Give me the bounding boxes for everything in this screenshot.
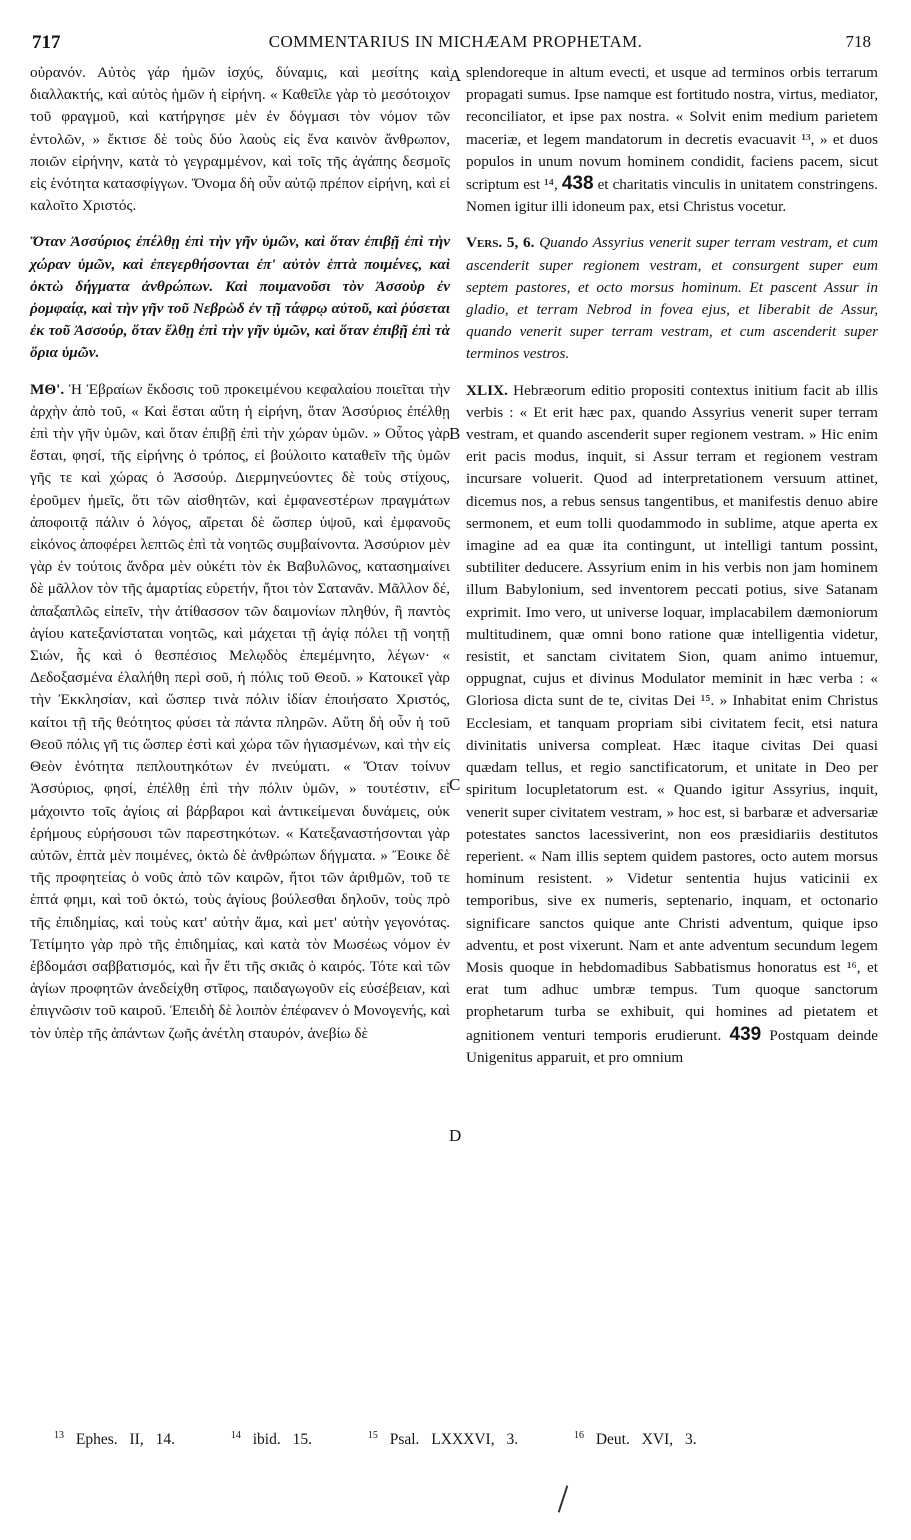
latin-paragraph bbox=[466, 62, 878, 218]
page-header bbox=[0, 10, 911, 53]
greek-verse-text: Ὅταν Ἀσσύριος ἐπέλθῃ ἐπὶ τὴν γῆν ὑμῶν, καὶ ὅταν ἐπιβῇ ἐπὶ τὴν χώραν ὑμῶν, καὶ ἐπεγερθήσονται ἐπ' αὐτὸν ἑπτὰ ποιμένες, καὶ ὀκτὼ δήγματα ἀνθρώπων. Καὶ ποιμανοῦσι τὸν Ἀσσοὺρ ἐν ῥομφαίᾳ, καὶ τὴν γῆν τοῦ Νεβρὼδ ἐν τῇ τάφρῳ αὐτοῦ, καὶ ῥύσεται ἐκ τοῦ Ἀσσούρ, ὅταν ἔλθῃ ἐπὶ τὴν γῆν ὑμῶν, καὶ ὅταν ἐπιβῇ ἐπὶ τὰ ὅρια ὑμῶν. bbox=[30, 233, 450, 362]
greek-column bbox=[30, 62, 450, 1045]
margin-marker-d: D bbox=[449, 1126, 462, 1145]
latin-commentary-text-b: Postquam deinde Unigenitus apparuit, et pro omnium bbox=[466, 1026, 878, 1066]
column-number-438: 438 bbox=[561, 173, 594, 195]
latin-commentary-text-a: Hebræorum editio propositi contextus initium facit ab illis verbis : « Et erit hæc pax, quando Assyrius venerit super terram vestram, et quando ascenderit super regionem vestram. » Hic enim erit pacis modus, inquit, si Assur terram et regionem vestram incursare voluerit. Quod ad interpretationem versuum attinet, dicemus nos, a rebus sensus tangentibus, et manifestis denuo abire sermonem, et eum tolli quodammodo in sublime, atque aperta ex imagine ad ea quæ ita contingunt, ut intelligi tantum possint, subtiliter deducere. Assyrium enim in his verbis non jam hominem illum Babylonium, sed inventorem peccati potius, sive Satanam exprimit. Imo vero, ut universe loquar, implacabilem dæmoniorum multitudinem, quæ omni bono ratione quæ intelligentia videtur, resistit, et sanctam civitatem Sion, quam animo intuemur, oppugnat, cujus et divinus Modulator meminit in hæc verba : « Gloriosa dicta sunt de te, civitas Dei ¹⁵. » Inhabitat enim Christus Ecclesiam, et tanquam propriam sibi civitatem fecit, etsi natura divinitatis universa compleat. Hæc itaque civitas Dei quasi quædam tellus, et regio sanctificatorum, et unitate in Deo per spiritum locupletatorum est. « Quando igitur Assyrius, inquit, venerit super civitatem vestram, » hoc est, si barbaræ et adversariæ potestates sanctos lacessiverint, non eos præsidiariis destitutos reperient. « Nam illis septem quidem pastores, octo autem morsus hominum resistent. » Videtur sententia hujus vaticinii ex temporibus, sive ex numeris, septenario, inquam, et octonario significare sanctos quique ante Christi adventum, quique ipso adventu, et post vixerunt. Nam et ante adventum secundum legem Mosis quoque in hebdomadibus Sabbatismus honoratus est ¹⁶, et erat tum adhuc umbræ tempus. Tum quoque sanctorum prophetarum turba se exhibuit, qui homines ad pietatem et agnitionem venturi temporis erudierunt. bbox=[466, 381, 879, 1044]
verse-label: Vers. 5, 6. bbox=[466, 234, 535, 252]
greek-commentary bbox=[30, 379, 450, 1045]
footnote: $^{14}$ ibid. 15. bbox=[230, 1430, 312, 1449]
column-number-439: 439 bbox=[729, 1023, 762, 1045]
footnote: $^{16}$ Deut. XVI, 3. bbox=[573, 1430, 697, 1449]
footnote: $^{13}$ Ephes. II, 14. bbox=[54, 1430, 175, 1449]
margin-marker-b: B bbox=[449, 424, 461, 443]
footnote: $^{15}$ Psal. LXXXVI, 3. bbox=[367, 1430, 519, 1449]
page-number-left: 717 bbox=[32, 32, 61, 53]
greek-commentary-text: Ἡ Ἑβραίων ἔκδοσις τοῦ προκειμένου κεφαλαίου ποιεῖται τὴν ἀρχὴν ἀπὸ τοῦ, « Καὶ ἔσται αὕτη ἡ εἰρήνη, ὅταν Ἀσσύριος ἐπέλθῃ ἐπὶ τὴν γῆν ὑμῶν, καὶ ὅταν ἐπιβῇ ἐπὶ τὴν χώραν ὑμῶν. » Οὗτος γὰρ ἔσται, φησί, τῆς εἰρήνης ὁ τρόπος, εἰ βούλοιτο καταθεῖν τῆς ὑμῶν γῆς τε καὶ χώρας ὁ Ἀσσούρ. Διερμηνεύοντες δὲ τοὺς στίχους, ἐροῦμεν ἡμεῖς, ὅτι τῶν αἰσθητῶν, καὶ ἐμφανεστέρων πραγμάτων ἀποφοιτᾷ πάλιν ὁ λόγος, αἴρεται δὲ ὥσπερ ὑψοῦ, καὶ ἐμφανοῦς εἰκόνος ἀποφέρει λεπτῶς ἐπὶ τὰ νοητῶς συμβαίνοντα. Ἀσσύριον μὲν γὰρ ἐν τούτοις ἄνδρα μὲν οὐκέτι τὸν ἐκ Βαβυλῶνος, κατασημαίνει δὲ μᾶλλον τὸν τῆς ἁμαρτίας εὑρετήν, ἤτοι τὸν Σατανᾶν. Μᾶλλον δέ, ἁπαξαπλῶς εἰπεῖν, τὴν ἀτίθασσον τῶν δαιμονίων πληθύν, ἣ παντὸς ἁγίου κατεξανίσταται νοητῶς, καὶ μάχεται τῇ ἁγίᾳ πόλει τῇ νοητῇ Σιών, ἧς καὶ ὁ θεσπέσιος Μελῳδὸς ἐπεμέμνητο, λέγων· « Δεδοξασμένα ἐλαλήθη περὶ σοῦ, ἡ πόλις τοῦ Θεοῦ. » Κατοικεῖ γὰρ τὴν Ἐκκλησίαν, καὶ ὥσπερ τινὰ πόλιν ἰδίαν ἐποιήσατο Χριστός, καίτοι τῇ τῆς θεότητος φύσει τὰ πάντα πληρῶν. Αὕτη δὴ οὖν ἡ τοῦ Θεοῦ πόλις γῆ τις ὥσπερ ἐστὶ καὶ χώρα τῶν ἡγιασμένων, καὶ τὴν εἰς Θεὸν ἑνότητα πεπλουτηκότων ἐν πνεύματι. « Ὅταν τοίνυν Ἀσσύριος, φησί, ἐπέλθῃ ἐπὶ τὴν πόλιν ὑμῶν, » τουτέστιν, εἰ μάχοιντο τοῖς ἁγίοις αἱ βάρβαροι καὶ ἀντικείμεναι δυνάμεις, οὐκ ἐρήμους εὑρήσουσι τῶν παρεστηκότων. « Κατεξαναστήσονται γὰρ αὐτῶν, ἑπτὰ μὲν ποιμένες, ὀκτὼ δὲ ἀνθρώπων δήγματα. » Ἔοικε δὲ τῆς προφητείας ὁ νοῦς ἀπὸ τῶν καιρῶν, ἤτοι τῶν ἀριθμῶν, τοῦ τε ἑπτά φημι, καὶ τοῦ ὀκτώ, τοὺς ἁγίους βούλεσθαι δηλοῦν, τοὺς πρὸ τῆς ἐπιδημίας, καὶ τοὺς κατ' αὐτὴν ἅμα, καὶ μετ' αὐτὴν γεγονότας. Τετίμητο γὰρ πρὸ τῆς ἐπιδημίας, καὶ κατὰ τὸν Μωσέως νόμον ἐν ἑβδομάσι σαββατισμός, καὶ ἦν ἔτι τῆς σκιᾶς ὁ καιρός. Τότε καὶ τῶν ἁγίων προφητῶν ἀνεδείχθη στῖφος, παιδαγωγοῦν εἰς εὐσέβειαν, καὶ ἐπιγνῶσιν τοῦ καιροῦ. Ἐπειδὴ δὲ λοιπὸν ἐπέφανεν ὁ Μονογενής, καὶ τὸν ὑπὲρ τῆς ἁπάντων ζωῆς ἀνέτλη σταυρόν, ἀνεβίω δὲ bbox=[30, 380, 451, 1042]
stray-pen-mark bbox=[558, 1485, 569, 1512]
latin-column bbox=[466, 62, 878, 1069]
greek-paragraph: οὐρανόν. Αὐτὸς γάρ ἡμῶν ἰσχύς, δύναμις, καὶ μεσίτης καὶ διαλλακτής, καὶ αὐτὸς ἡμῶν ἡ εἰρήνη. « Καθεῖλε γὰρ τὸ μεσότοιχον τοῦ φραγμοῦ, καὶ κατήργησε μὲν ἐν δόγμασι τὸν νόμον τῶν ἐντολῶν, » ἔκτισε δὲ τοὺς δύο λαοὺς εἰς ἕνα καινὸν ἄνθρωπον, ποιῶν εἰρήνην, κατὰ τὸ γεγραμμένον, καὶ τοῖς τῆς ἀγάπης δεσμοῖς εἰς ἑνότητα κατασφίγγων. Ὄνομα δὴ οὖν αὐτῷ πρέπον εἰρήνη, καὶ εἰ καλοῖτο Χριστός. bbox=[30, 64, 450, 215]
latin-paragraph-text-a: splendoreque in altum evecti, et usque ad terminos orbis terrarum propagati sumus. Ipse namque est fortitudo nostra, virtus, mediator, reconciliator, et ipse pax nostra. « Solvit enim medium parietem maceriæ, et legem mandatorum in decretis evacuavit ¹³, » et duos populos in unum novum hominem condidit, faciens pacem, sicut scriptum est ¹⁴, bbox=[466, 64, 878, 194]
latin-commentary bbox=[466, 380, 878, 1069]
latin-verse bbox=[466, 232, 878, 365]
margin-marker-c: C bbox=[449, 775, 461, 794]
page-number-right: 718 bbox=[845, 32, 871, 51]
greek-section-label: ΜΘ'. bbox=[30, 380, 65, 398]
margin-marker-a: A bbox=[449, 66, 462, 85]
running-title: COMMENTARIUS IN MICHÆAM PROPHETAM. bbox=[268, 32, 643, 51]
latin-paragraph-text-b: et charitatis vinculis in unitatem constringens. Nomen igitur illi idoneum pax, etsi Christus vocetur. bbox=[466, 176, 879, 216]
latin-section-label: XLIX. bbox=[466, 381, 508, 399]
footnotes bbox=[54, 1430, 874, 1449]
latin-verse-text: Quando Assyrius venerit super terram vestram, et cum ascenderit super regionem vestram, et consurgent super eum septem pastores, et octo morsus hominum. Et pascent Assur in gladio, et terram Nebrod in fovea ejus, et liberabit de Assur, quando venerit super terram vestram, et cum ascenderit super terminos vestros. bbox=[466, 234, 878, 363]
